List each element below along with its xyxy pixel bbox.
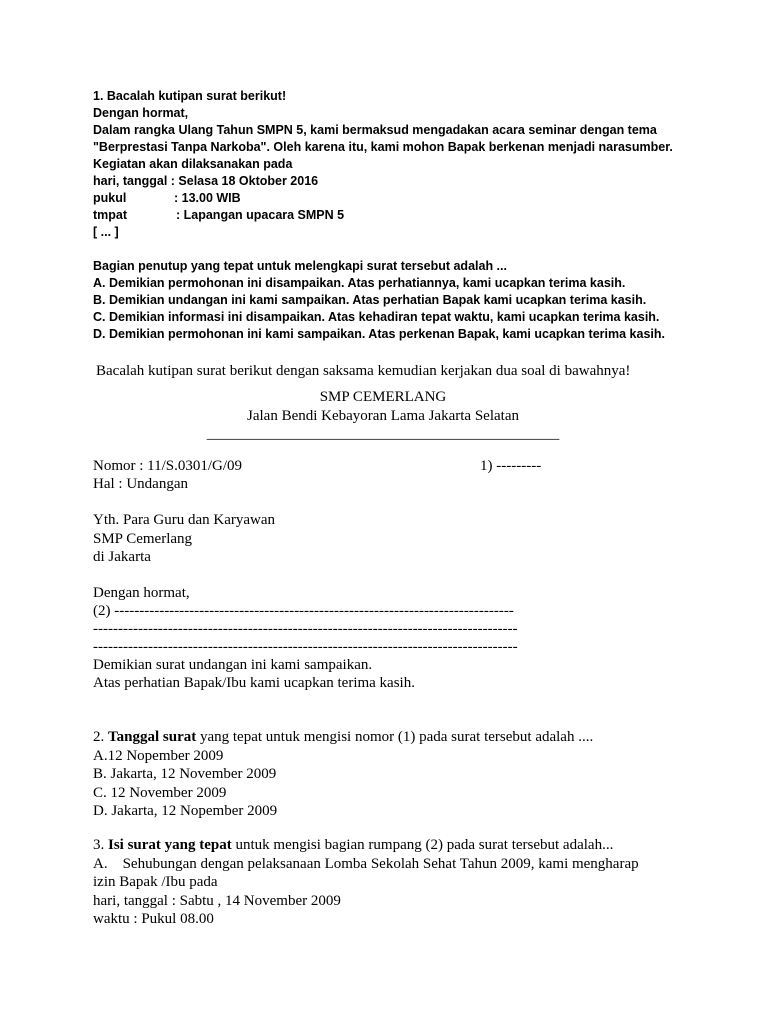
letter-header — [183, 388, 583, 444]
q1-option: A. Demikian permohonan ini disampaikan. Atas perhatiannya, kami ucapkan terima kasih. — [93, 276, 626, 290]
letter-subject: Hal : Undangan — [93, 476, 188, 492]
q1-date-row: hari, tanggal : Selasa 18 Oktober 2016 — [93, 174, 319, 188]
recipient-line: di Jakarta — [93, 549, 151, 565]
q1-option: C. Demikian informasi ini disampaikan. Atas kehadiran tepat waktu, kami ucapkan terima kasih. — [93, 310, 660, 324]
q3-option-a-line: izin Bapak /Ibu pada — [93, 874, 218, 890]
q2-option: B. Jakarta, 12 November 2009 — [93, 766, 277, 782]
letter-closing: Demikian surat undangan ini kami sampaikan. — [93, 657, 373, 673]
q1-title: 1. Bacalah kutipan surat berikut! — [93, 89, 287, 103]
q1-question-bold: Bagian penutup — [93, 259, 188, 273]
letter-body — [93, 584, 518, 692]
q1-place-value: : Lapangan upacara SMPN 5 — [176, 208, 345, 222]
letter-date-blank: 1) --------- — [480, 458, 542, 474]
q1-place-label: tmpat — [93, 208, 128, 222]
letter-recipient — [93, 511, 275, 567]
recipient-line: Yth. Para Guru dan Karyawan — [93, 512, 276, 528]
q2-option: C. 12 November 2009 — [93, 784, 227, 801]
letter-blank-line: (2) -------------------------------------------------------------------------------- — [93, 603, 514, 619]
q3-option-a-line: A. Sehubungan dengan pelaksanaan Lomba Sekolah Sehat Tahun 2009, kami mengharap — [93, 855, 639, 872]
q3-option-a-line: hari, tanggal : Sabtu , 14 November 2009 — [93, 892, 341, 909]
q3-number: 3. — [93, 837, 108, 853]
q1-option: B. Demikian undangan ini kami sampaikan. Atas perhatian Bapak kami ucapkan terima kasih. — [93, 293, 647, 307]
q1-question — [93, 258, 673, 275]
q1-body-line: Kegiatan akan dilaksanakan pada — [93, 157, 293, 171]
letter-closing: Atas perhatian Bapak/Ibu kami ucapkan terima kasih. — [93, 675, 415, 691]
q2-option: A.12 Nopember 2009 — [93, 747, 224, 764]
recipient-line: SMP Cemerlang — [93, 530, 193, 547]
q3-question-rest: untuk mengisi bagian rumpang (2) pada surat tersebut adalah... — [231, 837, 614, 853]
q3-question-bold: Isi surat yang tepat — [108, 837, 232, 853]
q1-time-value: : 13.00 WIB — [174, 191, 241, 205]
question-2 — [93, 728, 593, 821]
q1-place-row — [93, 207, 673, 224]
q2-number: 2. — [93, 729, 108, 745]
instruction: Bacalah kutipan surat berikut dengan saksama kemudian kerjakan dua soal di bawahnya! — [96, 363, 631, 379]
q2-question — [93, 728, 593, 747]
q1-body-line: Dalam rangka Ulang Tahun SMPN 5, kami bermaksud mengadakan acara seminar dengan tema — [93, 123, 657, 137]
question-3 — [93, 836, 639, 929]
letter-greeting: Dengan hormat, — [93, 585, 190, 601]
q1-option: D. Demikian permohonan ini kami sampaikan. Atas perkenan Bapak, kami ucapkan terima kasih. — [93, 327, 665, 341]
q2-option: D. Jakarta, 12 Nopember 2009 — [93, 803, 278, 819]
q1-greeting: Dengan hormat, — [93, 106, 189, 120]
q2-question-bold: Tanggal surat — [108, 729, 197, 745]
q2-question-rest: yang tepat untuk mengisi nomor (1) pada surat tersebut adalah .... — [196, 729, 594, 745]
q1-time-label: pukul — [93, 191, 127, 205]
letter-blank-line: ------------------------------------------------------------------------------------- — [93, 621, 518, 637]
q1-body-line: "Berprestasi Tanpa Narkoba". Oleh karena itu, kami mohon Bapak berkenan menjadi narasumber. — [93, 140, 673, 154]
question-1 — [93, 88, 673, 343]
school-name: SMP CEMERLANG — [319, 389, 447, 405]
q1-question-rest: yang tepat untuk melengkapi surat tersebut adalah ... — [187, 259, 507, 273]
school-address: Jalan Bendi Kebayoran Lama Jakarta Selatan — [247, 407, 519, 424]
header-rule: _______________________________________________ — [206, 426, 560, 442]
q1-blank: [ ... ] — [93, 225, 119, 239]
q3-question — [93, 836, 639, 855]
q1-time-row — [93, 190, 673, 207]
letter-number: Nomor : 11/S.0301/G/09 — [93, 458, 243, 474]
q3-option-a-line: waktu : Pukul 08.00 — [93, 911, 214, 927]
letter-blank-line: ------------------------------------------------------------------------------------- — [93, 639, 518, 655]
